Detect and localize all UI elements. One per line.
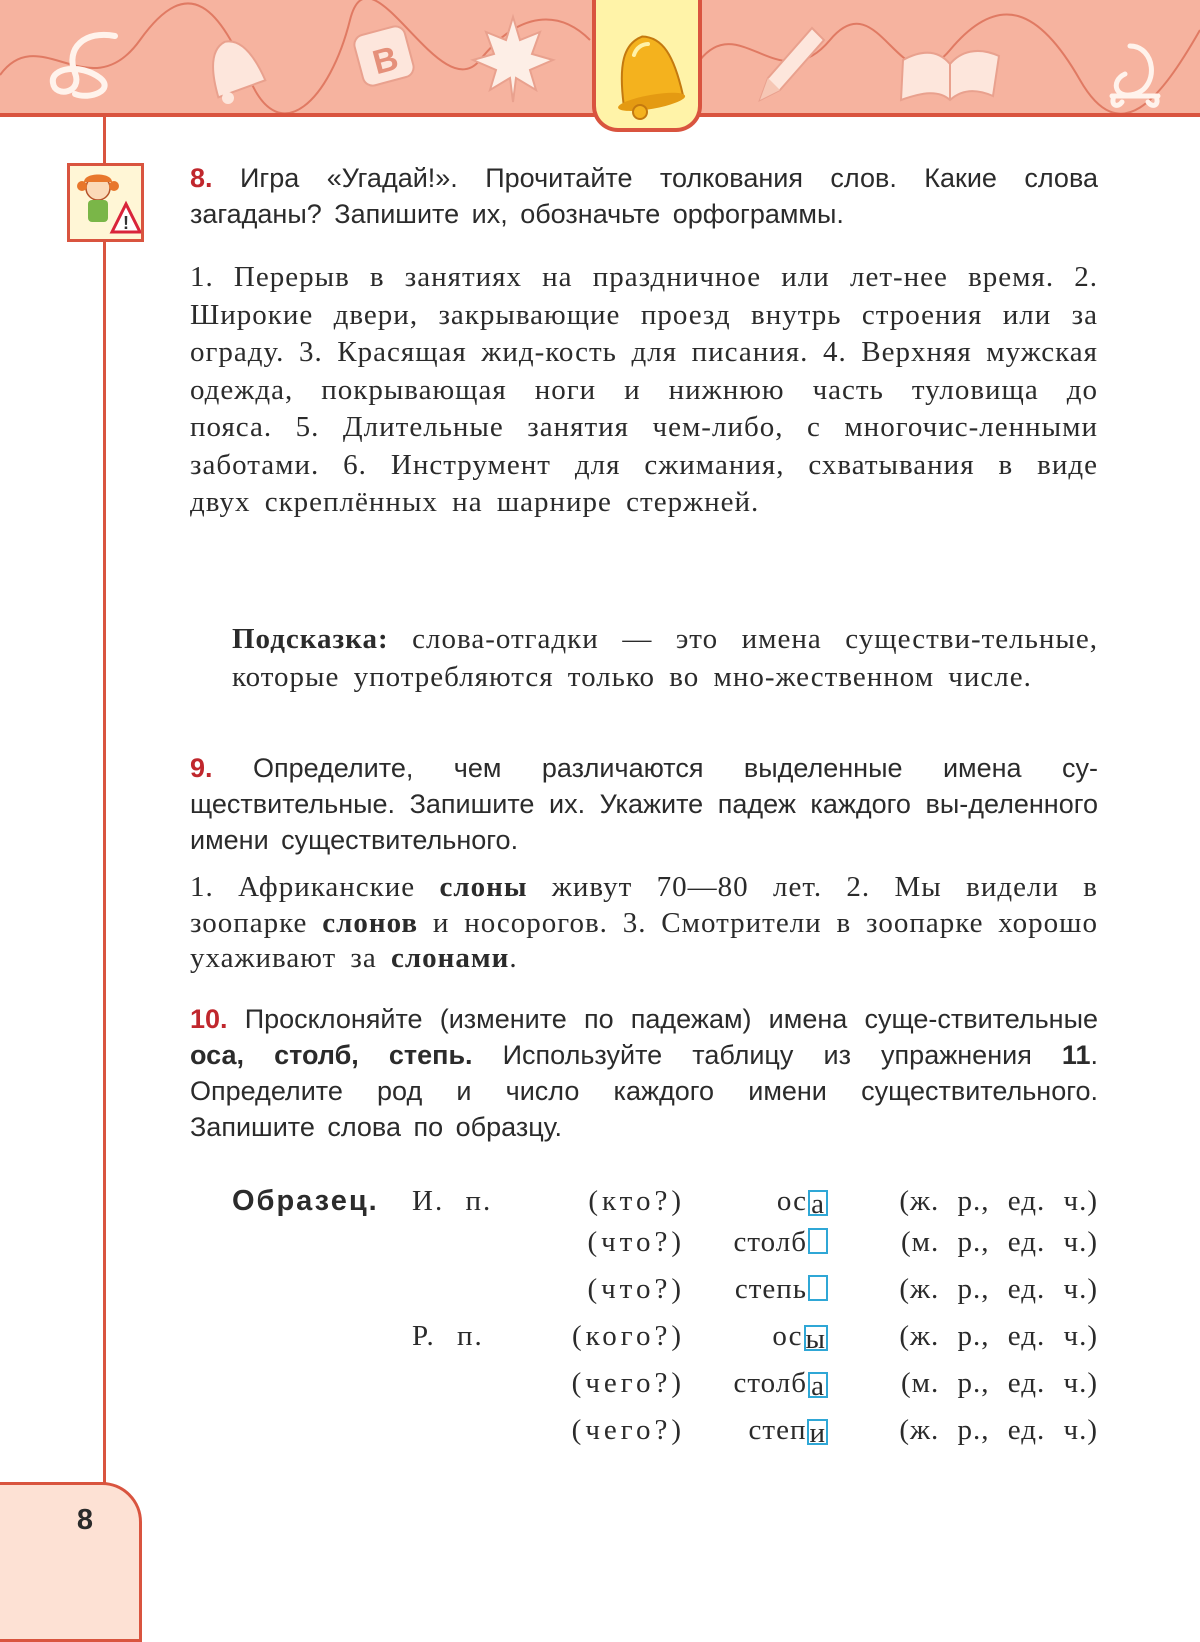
highlighted-words: оса, столб, степь. [190,1040,473,1070]
highlighted-noun: слонами [391,942,510,974]
example-text: 1. Африканские [190,871,440,903]
sample-row [0,1414,1200,1454]
maple-leaf-icon [468,12,558,107]
declined-word [733,1226,828,1259]
grammar-info: (м. р., ед. ч.) [901,1367,1098,1399]
word-stem: столб [733,1367,807,1399]
ending-box: и [809,1417,826,1449]
highlighted-noun: слонов [322,906,419,939]
grammar-info: (м. р., ед. ч.) [901,1226,1098,1258]
ending-box [808,1228,828,1254]
case-question: (чего?) [571,1414,685,1446]
svg-text:В: В [368,39,403,83]
ending-box: а [808,1372,828,1398]
task-text: Просклоняйте (измените по падежам) имена суще-ствительные [244,1004,1098,1034]
example-text: живут 70—80 лет. 2. Мы видели в зоопарке [190,871,1099,939]
sample-row [0,1226,1200,1266]
case-question: (кто?) [588,1185,685,1217]
case-label: И. п. [412,1185,493,1217]
case-label: Р. п. [412,1320,484,1352]
task-8-instructions [190,160,1098,232]
pencil-icon [750,20,830,110]
golden-bell-icon [596,0,698,128]
grammar-info: (ж. р., ед. ч.) [899,1185,1098,1217]
task-number: 8. [190,163,213,193]
declined-word [735,1273,828,1306]
ending-box [808,1275,828,1301]
svg-text:!: ! [123,213,129,233]
example-text: . [509,942,518,974]
task-10-instructions [190,1001,1098,1145]
girl-warning-icon [67,163,144,242]
word-stem: степ [748,1414,807,1446]
word-stem: степь [734,1273,807,1305]
sample-row [0,1320,1200,1360]
page-number: 8 [76,1504,94,1536]
case-question: (что?) [587,1226,685,1258]
task-8-definitions: 1. Перерыв в занятиях на праздничное или лет-нее время. 2. Широкие двери, закрывающие проезд внутрь строения или за ограду. 3. Красящая жид-кость для писания. 4. Верхняя мужская одежда, покрывающая ноги и нижнюю часть туловища до пояса. 5. Длительные занятия чем-либо, с многочис-ленными заботами. 6. Инструмент для сжимания, схватывания в виде двух скреплённых на шарнире стержней. [190,261,1098,518]
bell-icon [190,30,270,110]
ending-box: ы [805,1323,826,1355]
declined-word [733,1367,828,1400]
grammar-info: (ж. р., ед. ч.) [899,1414,1098,1446]
hint-label: Подсказка: [232,623,389,655]
highlighted-noun: слоны [439,871,528,903]
task-text: . Определите род и число каждого имени существительного. Запишите слова по образцу. [190,1040,1098,1142]
task-9-instructions [190,750,1098,858]
case-question: (чего?) [571,1367,685,1399]
task-number: 9. [190,753,213,783]
grammar-info: (ж. р., ед. ч.) [899,1320,1098,1352]
word-stem: ос [772,1320,803,1352]
sample-row [0,1367,1200,1407]
letter-b-swirl-icon [45,28,135,103]
declined-word [777,1185,828,1218]
hint-text: слова-отгадки — это имена существи-тельные, которые употребляются только во мно-жественном числе. [232,623,1099,693]
task-8-hint [232,621,1098,696]
sample-label: Образец. [232,1185,379,1217]
example-text: и носорогов. 3. Смотрители в зоопарке хорошо ухаживают за [190,906,1098,974]
declined-word [749,1414,828,1447]
task-9-example [190,870,1098,977]
word-stem: столб [733,1226,807,1258]
ending-box: а [808,1190,828,1216]
grammar-info: (ж. р., ед. ч.) [899,1273,1098,1305]
exercise-reference: 11 [1061,1040,1091,1070]
task-number: 10. [190,1004,228,1034]
sample-row [0,1273,1200,1313]
task-text: Определите, чем различаются выделенные имена су-ществительные. Запишите их. Укажите падеж каждого вы-деленного имени существительного. [190,753,1098,855]
letter-v-block-icon [350,22,420,92]
open-book-icon [895,38,1005,108]
task-text: Используйте таблицу из упражнения [472,1040,1062,1070]
case-question: (кого?) [572,1320,685,1352]
declined-word [772,1320,828,1353]
letter-d-swirl-icon [1100,36,1170,111]
chapter-bell-tab [592,0,702,132]
sample-row [0,1185,1200,1225]
case-question: (что?) [587,1273,685,1305]
word-stem: ос [776,1185,807,1217]
task-text: Игра «Угадай!». Прочитайте толкования слов. Какие слова загаданы? Запишите их, обозначьте орфограммы. [190,163,1098,229]
